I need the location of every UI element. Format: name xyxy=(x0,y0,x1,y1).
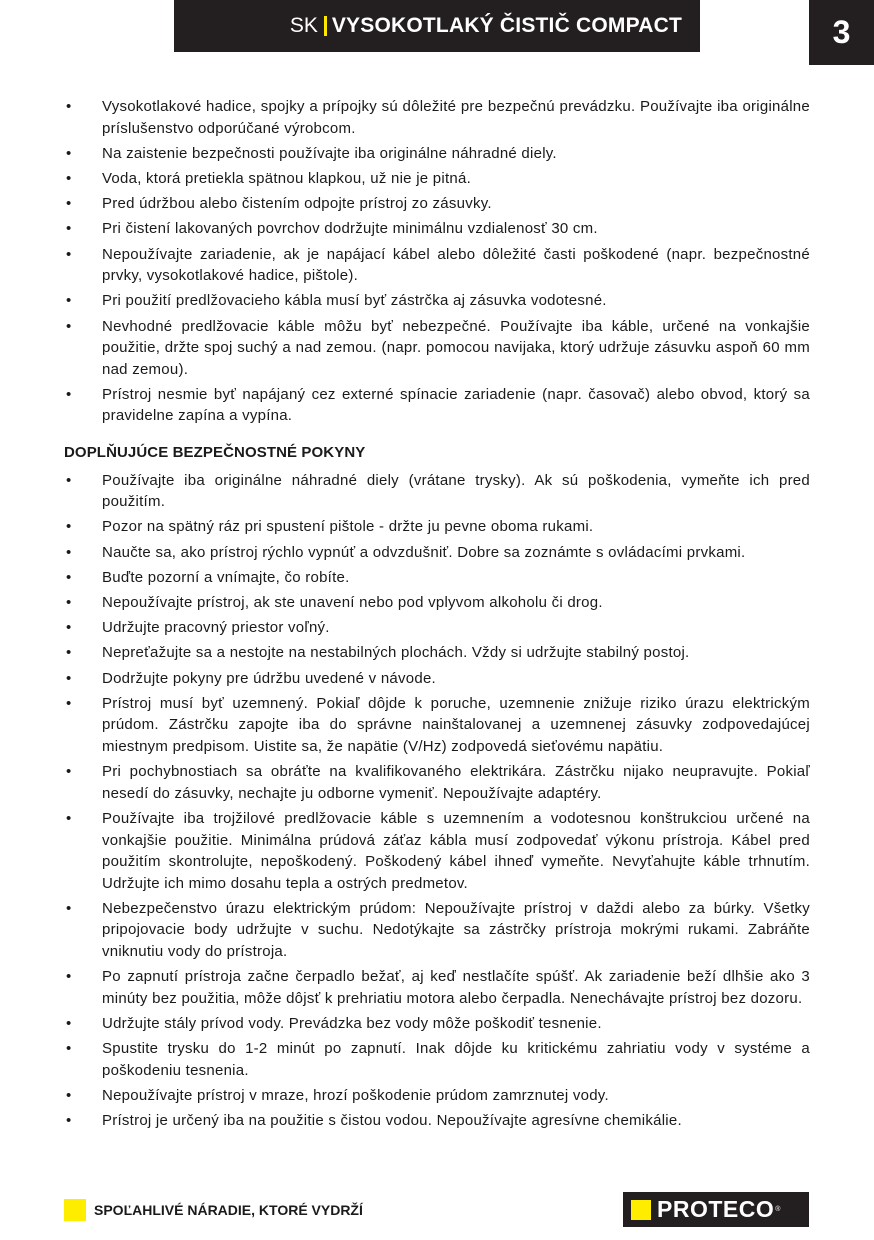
list-item-text: Používajte iba originálne náhradné diely (vrátane trysky). Ak sú poškodenia, vymeňte ich pred použitím. xyxy=(102,471,810,511)
list-item xyxy=(64,966,810,1009)
list-item xyxy=(64,244,810,287)
bullet-icon: • xyxy=(66,98,72,115)
list-item-text: Naučte sa, ako prístroj rýchlo vypnúť a odvzdušniť. Dobre sa zoznámte s ovládacími prvkami. xyxy=(102,543,746,561)
language-code: SK xyxy=(289,14,318,37)
section-heading: DOPLŇUJÚCE BEZPEČNOSTNÉ POKYNY xyxy=(64,444,366,462)
header-divider xyxy=(324,16,327,36)
bullet-icon: • xyxy=(66,144,72,162)
logo-square-icon xyxy=(631,1200,651,1220)
list-item-text: Po zapnutí prístroja začne čerpadlo bežať, aj keď nestlačíte spúšť. Ak zariadenie beží dlhšie ako 3 minúty bez použitia, môže dôjsť k prehriatiu motora alebo čerpadla. Nenechávajte prístroj bez dozoru. xyxy=(102,968,810,1007)
list-item xyxy=(64,290,810,312)
bullet-icon: • xyxy=(66,543,72,561)
bullet-icon: • xyxy=(66,169,72,187)
bullet-icon: • xyxy=(66,245,72,263)
list-item-text: Voda, ktorá pretiekla spätnou klapkou, už nie je pitná. xyxy=(102,169,471,187)
header-bar xyxy=(174,0,700,52)
bullet-icon: • xyxy=(66,1040,72,1058)
list-item-text: Prístroj nesmie byť napájaný cez externé spínacie zariadenie (napr. časovač) alebo obvod, ktorý sa pravidelne zapína a vypína. xyxy=(102,385,810,425)
list-item-text: Nepoužívajte prístroj, ak ste unavení nebo pod vplyvom alkoholu či drog. xyxy=(102,594,603,611)
list-item-text: Na zaistenie bezpečnosti používajte iba originálne náhradné diely. xyxy=(102,144,557,162)
list-item-text: Dodržujte pokyny pre údržbu uvedené v návode. xyxy=(102,669,436,687)
list-item xyxy=(64,592,810,614)
list-item xyxy=(64,218,810,240)
bullet-icon: • xyxy=(66,1015,72,1033)
bullet-icon: • xyxy=(66,317,72,335)
bullet-icon: • xyxy=(66,220,72,238)
bullet-icon: • xyxy=(66,292,72,310)
page-number: 3 xyxy=(809,0,874,65)
list-item-text: Nepoužívajte prístroj v mraze, hrozí poškodenie prúdom zamrznutej vody. xyxy=(102,1087,609,1104)
list-item xyxy=(64,642,810,664)
list-item xyxy=(64,761,810,804)
list-item-text: Pri čistení lakovaných povrchov dodržujte minimálnu vzdialenosť 30 cm. xyxy=(102,220,598,238)
list-item-text: Udržujte stály prívod vody. Prevádzka bez vody môže poškodiť tesnenie. xyxy=(102,1015,602,1033)
list-item-text: Pri použití predlžovacieho kábla musí byť zástrčka aj zásuvka vodotesné. xyxy=(102,292,607,310)
bullet-icon: • xyxy=(66,1112,72,1130)
yellow-square-icon xyxy=(64,1199,86,1221)
list-item xyxy=(64,193,810,215)
list-item xyxy=(64,1038,810,1081)
bullet-icon: • xyxy=(66,594,72,611)
list-item-text: Pred údržbou alebo čistením odpojte prístroj zo zásuvky. xyxy=(102,195,492,213)
bullet-icon: • xyxy=(66,568,72,586)
registered-mark: ® xyxy=(775,1206,781,1213)
list-item xyxy=(64,96,810,139)
list-item-text: Spustite trysku do 1-2 minút po zapnutí. Inak dôjde ku kritickému zahriatiu vody v systéme a poškodeniu tesnenia. xyxy=(102,1040,810,1079)
list-item xyxy=(64,1085,810,1107)
list-item-text: Nevhodné predlžovacie káble môžu byť nebezpečné. Používajte iba káble, určené na vonkajšie použitie, držte spoj suchý a nad zemou. (napr. pomocou navijaka, ktorý udržuje zásuvku aspoň 60 mm nad zemou). xyxy=(102,317,810,378)
list-item xyxy=(64,617,810,639)
list-item-text: Buďte pozorní a vnímajte, čo robíte. xyxy=(102,568,350,586)
list-item xyxy=(64,316,810,381)
document-title: VYSOKOTLAKÝ ČISTIČ COMPACT xyxy=(331,14,682,37)
list-item-text: Nepoužívajte zariadenie, ak je napájací kábel alebo dôležité časti poškodené (napr. bezpečnostné prvky, vysokotlakové hadice, pištole). xyxy=(102,245,810,285)
list-item xyxy=(64,143,810,165)
safety-list xyxy=(64,96,810,427)
list-item-text: Pri pochybnostiach sa obráťte na kvalifikovaného elektrikára. Zástrčku nijako neupravujte. Pokiaľ nesedí do zásuvky, nechajte ju odborne vymeniť. Nepoužívajte adaptéry. xyxy=(102,763,810,802)
list-item xyxy=(64,516,810,538)
list-item-text: Udržujte pracovný priestor voľný. xyxy=(102,619,330,637)
bullet-icon: • xyxy=(66,968,72,986)
additional-safety-list xyxy=(64,470,810,1132)
list-item xyxy=(64,542,810,564)
list-item-text: Prístroj musí byť uzemnený. Pokiaľ dôjde k poruche, uzemnenie znižuje riziko úrazu elektrickým prúdom. Zástrčku zapojte iba do správne nainštalovanej a uzemnenej zásuvky zodpovedajúcej miestnym predpisom. Uistite sa, že napätie (V/Hz) zodpovedá sieťovému napätiu. xyxy=(102,694,810,755)
bullet-icon: • xyxy=(66,385,72,403)
bullet-icon: • xyxy=(66,619,72,637)
document-body xyxy=(64,96,810,1135)
proteco-logo xyxy=(623,1192,809,1227)
bullet-icon: • xyxy=(66,195,72,213)
bullet-icon: • xyxy=(66,471,72,489)
list-item-text: Nepreťažujte sa a nestojte na nestabilných plochách. Vždy si udržujte stabilný postoj. xyxy=(102,644,690,662)
bullet-icon: • xyxy=(66,669,72,687)
list-item xyxy=(64,384,810,427)
list-item-text: Prístroj je určený iba na použitie s čistou vodou. Nepoužívajte agresívne chemikálie. xyxy=(102,1112,682,1130)
list-item xyxy=(64,808,810,894)
logo-text: PROTECO xyxy=(657,1196,775,1222)
list-item xyxy=(64,898,810,963)
bullet-icon: • xyxy=(66,1087,72,1104)
list-item xyxy=(64,693,810,758)
list-item xyxy=(64,668,810,690)
list-item xyxy=(64,168,810,190)
list-item-text: Vysokotlakové hadice, spojky a prípojky sú dôležité pre bezpečnú prevádzku. Používajte iba originálne príslušenstvo odporúčané výrobcom. xyxy=(102,98,810,137)
bullet-icon: • xyxy=(66,694,72,712)
list-item-text: Používajte iba trojžilové predlžovacie káble s uzemnením a vodotesnou konštrukciou určené na vonkajšie použitie. Minimálna prúdová záťaz kábla musí zodpovedať výkonu prístroja. Kábel pred použitím skontrolujte, nepoškodený. Poškodený kábel ihneď vymeňte. Nevyťahujte káble trhnutím. Udržujte ich mimo dosahu tepla a ostrých predmetov. xyxy=(102,809,810,892)
list-item xyxy=(64,1110,810,1132)
list-item xyxy=(64,470,810,513)
list-item xyxy=(64,1013,810,1035)
bullet-icon: • xyxy=(66,899,72,917)
bullet-icon: • xyxy=(66,644,72,662)
bullet-icon: • xyxy=(66,518,72,536)
slogan-text: SPOĽAHLIVÉ NÁRADIE, KTORÉ VYDRŽÍ xyxy=(94,1202,363,1218)
bullet-icon: • xyxy=(66,763,72,781)
footer-slogan xyxy=(64,1199,363,1221)
list-item-text: Nebezpečenstvo úrazu elektrickým prúdom: Nepoužívajte prístroj v daždi alebo za búrky. Všetky pripojovacie body udržujte v suchu. Nedotýkajte sa zástrčky prístroja mokrými rukami. Zabráňte vniknutiu vody do prístroja. xyxy=(102,899,810,961)
bullet-icon: • xyxy=(66,809,72,827)
list-item-text: Pozor na spätný ráz pri spustení pištole - držte ju pevne oboma rukami. xyxy=(102,518,594,536)
list-item xyxy=(64,567,810,589)
